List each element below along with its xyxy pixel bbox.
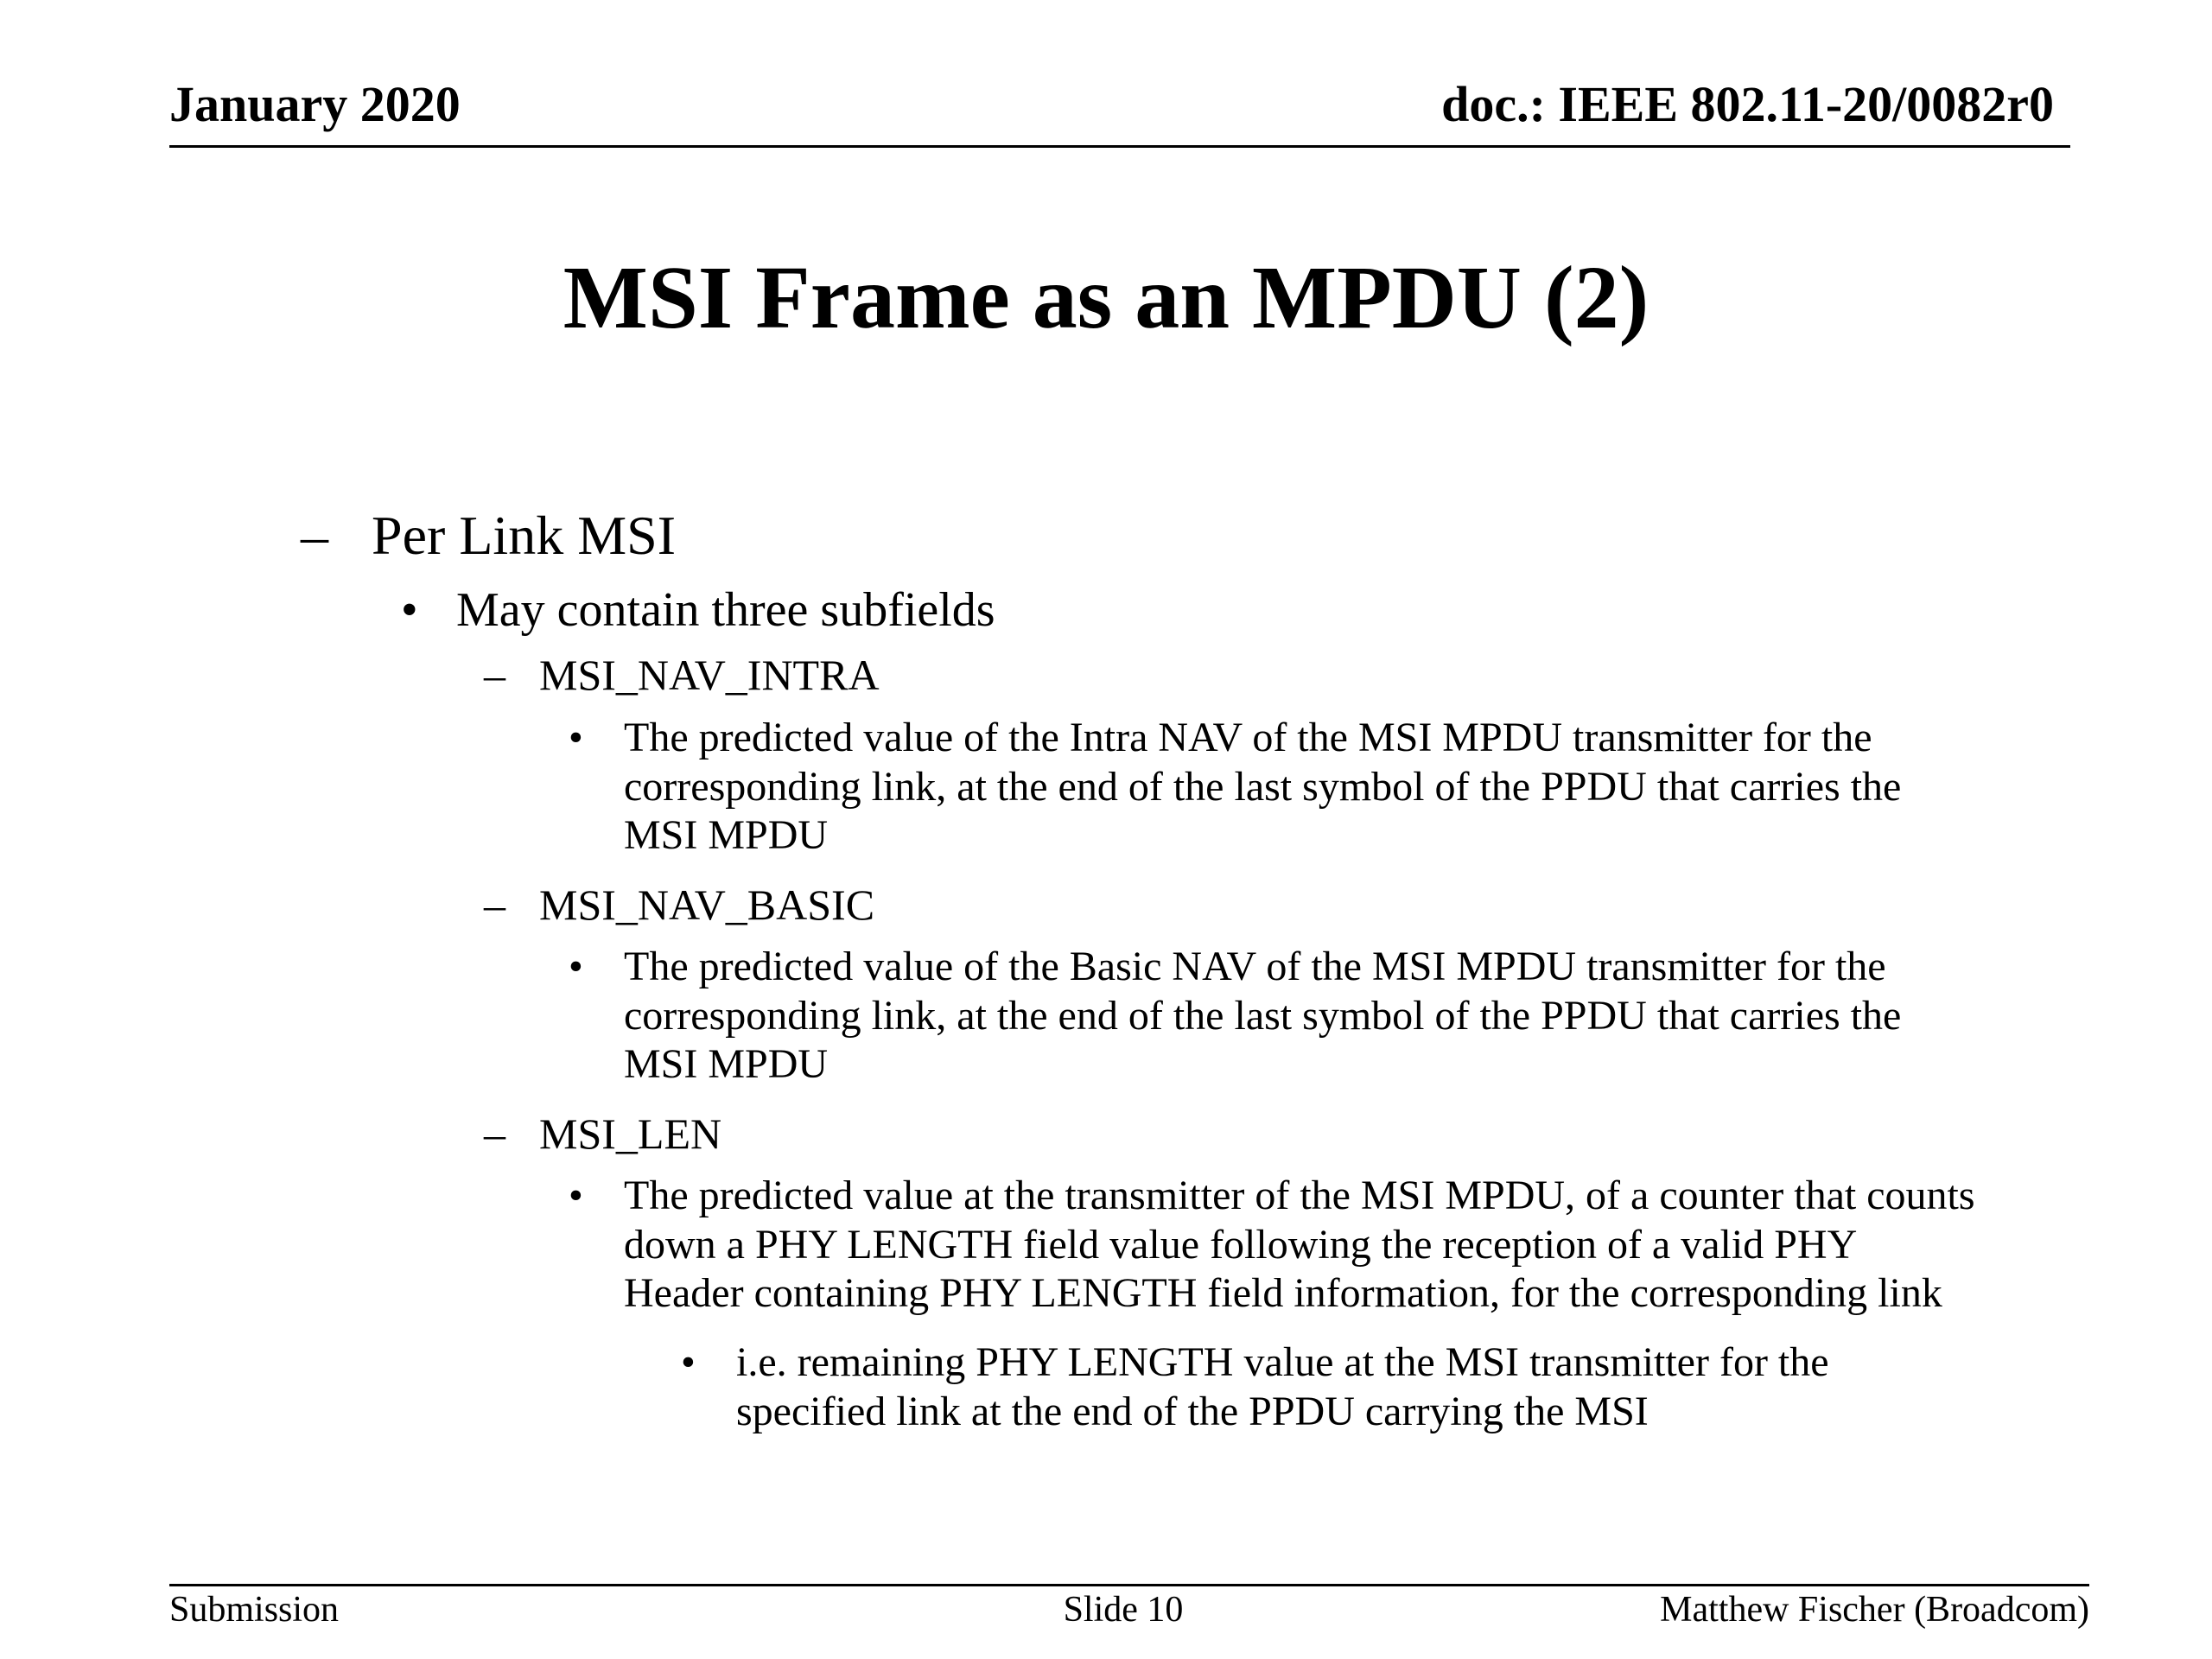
- subfield-description: [569, 1172, 2093, 1319]
- bullet-marker: •: [401, 583, 418, 637]
- subfield-description: [569, 714, 2093, 861]
- description-line: Header containing PHY LENGTH field information, for the corresponding link: [624, 1270, 1942, 1317]
- dash-marker: –: [484, 651, 505, 699]
- header-doc-id: doc.: IEEE 802.11-20/0082r0: [1441, 76, 2054, 132]
- slide-title: MSI Frame as an MPDU (2): [563, 248, 1649, 347]
- bullet-marker: •: [569, 715, 583, 760]
- description-line: corresponding link, at the end of the last symbol of the PPDU that carries the: [624, 763, 1902, 810]
- bullet-marker: •: [569, 1173, 583, 1218]
- outline-item-label: May contain three subfields: [456, 583, 995, 637]
- subfield-msi-len: [484, 1109, 722, 1160]
- outline-item-label: Per Link MSI: [372, 505, 676, 566]
- bullet-marker: •: [681, 1339, 696, 1385]
- dash-marker: –: [484, 1109, 505, 1158]
- subfield-name: MSI_LEN: [539, 1109, 722, 1158]
- note-line: i.e. remaining PHY LENGTH value at the MSI transmitter for the: [736, 1339, 1829, 1385]
- description-line: MSI MPDU: [624, 1041, 829, 1088]
- outline-item-per-link: [301, 503, 676, 569]
- description-line: The predicted value of the Intra NAV of the MSI MPDU transmitter for the: [624, 715, 1872, 760]
- description-line: The predicted value of the Basic NAV of the MSI MPDU transmitter for the: [624, 944, 1886, 989]
- footer-divider: [169, 1584, 2089, 1586]
- bullet-marker: •: [569, 944, 583, 989]
- header-date: January 2020: [169, 76, 461, 132]
- description-line: down a PHY LENGTH field value following the reception of a valid PHY: [624, 1221, 1858, 1268]
- footer-author: Matthew Fischer (Broadcom): [1660, 1590, 2089, 1630]
- subfield-note: [681, 1338, 2084, 1436]
- footer-submission: Submission: [169, 1590, 340, 1630]
- subfield-msi-nav-intra: [484, 650, 880, 701]
- subfield-name: MSI_NAV_INTRA: [539, 651, 880, 699]
- description-line: MSI MPDU: [624, 812, 829, 859]
- description-line: The predicted value at the transmitter of the MSI MPDU, of a counter that counts: [624, 1173, 1975, 1218]
- subfield-description: [569, 943, 2093, 1090]
- description-line: corresponding link, at the end of the last symbol of the PPDU that carries the: [624, 992, 1902, 1039]
- note-line: specified link at the end of the PPDU carrying the MSI: [736, 1388, 1649, 1434]
- subfield-msi-nav-basic: [484, 880, 875, 931]
- footer-slide-number: Slide 10: [1063, 1590, 1184, 1630]
- dash-marker: –: [301, 505, 328, 566]
- outline-item-subfields: [401, 582, 995, 639]
- dash-marker: –: [484, 880, 505, 929]
- subfield-name: MSI_NAV_BASIC: [539, 880, 875, 929]
